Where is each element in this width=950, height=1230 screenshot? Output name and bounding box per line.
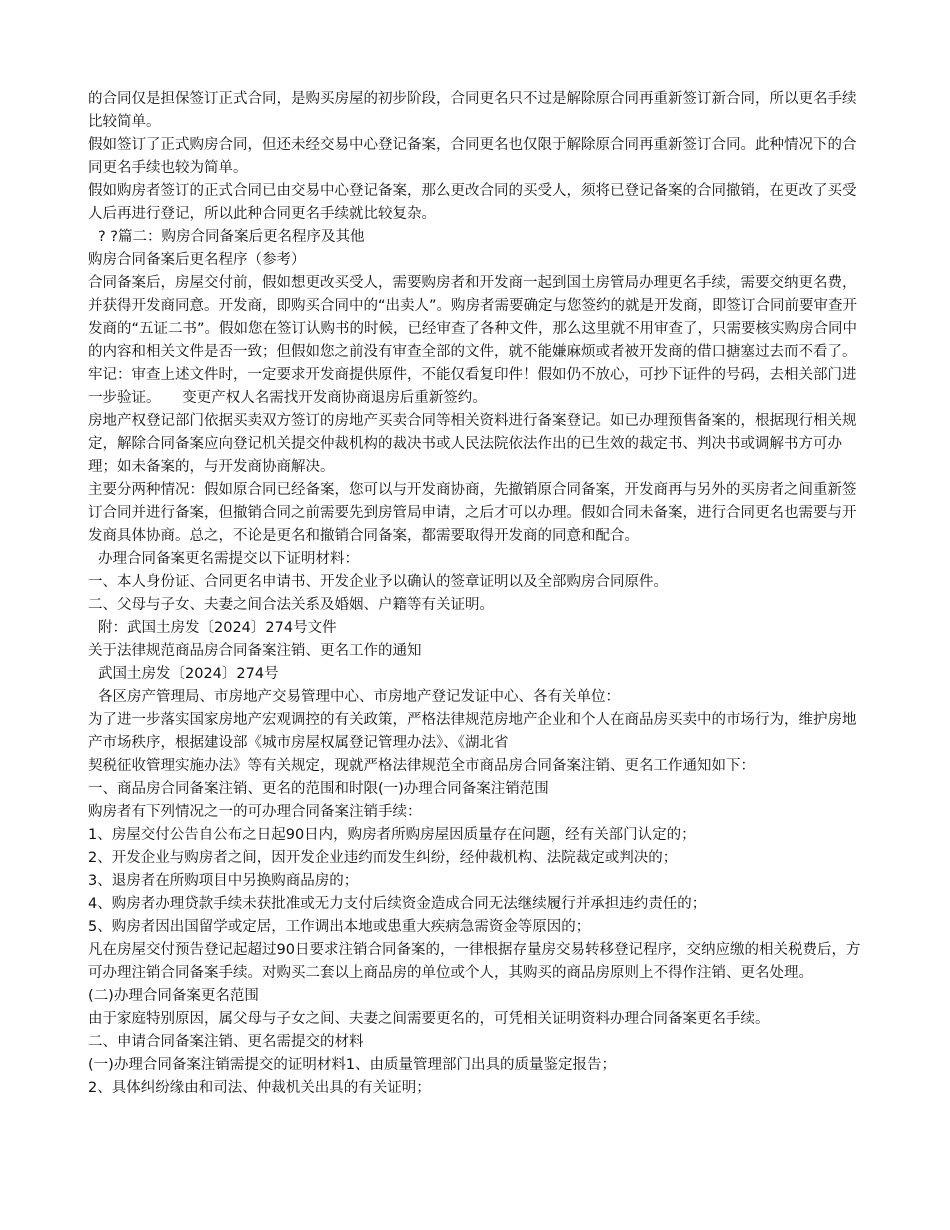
paragraph: 合同备案后，房屋交付前，假如想更改买受人，需要购房者和开发商一起到国土房管局办理更名手续，需要交纳更名费，并获得开发商同意。开发商，即购买合同中的“出卖人”。购房者需要确定与您签约的就是开发商，即签订合同前要审查开发商的“五证二书”。假如您在签订认购书的时候，已经审查了各种文件，那么这里就不用审查了，只需要核实购房合同中的内容和相关文件是否一致；但假如您之前没有审查全部的文件，就不能嫌麻烦或者被开发商的借口搪塞过去而不看了。 <box>88 275 858 360</box>
paragraph: 牢记：审查上述文件时，一定要求开发商提供原件，不能仅看复印件！假如仍不放心，可抄下证件的号码，去相关部门进一步验证。 变更产权人名需找开发商协商退房后重新签约。 <box>88 367 857 406</box>
document-number: 武国土房发〔2024〕274号 <box>98 666 279 682</box>
paragraph: 契税征收管理实施办法》等有关规定，现就严格法律规范全市商品房合同备案注销、更名工作通知如下： <box>88 758 755 774</box>
subheading: 购房合同备案后更名程序（参考） <box>88 252 306 268</box>
paragraph: 假如签订了正式购房合同，但还未经交易中心登记备案，合同更名也仅限于解除原合同再重新签订合同。此种情况下的合同更名手续也较为简单。 <box>88 137 857 176</box>
section-heading: 二、申请合同备案注销、更名需提交的材料 <box>88 1034 364 1050</box>
paragraph: 凡在房屋交付预告登记起超过90日要求注销合同备案的，一律根据存量房交易转移登记程序，交纳应缴的相关税费后，方可办理注销合同备案手续。对购买二套以上商品房的单位或个人，其购买的商品房原则上不得作注销、更名处理。 <box>88 942 861 981</box>
paragraph: 附：武国土房发〔2024〕274号文件 <box>98 620 337 636</box>
list-item: 4、购房者办理贷款手续未获批准或无力支付后续资金造成合同无法继续履行并承担违约责任的； <box>88 896 707 912</box>
list-item: 2、开发企业与购房者之间，因开发企业违约而发生纠纷，经仲裁机构、法院裁定或判决的； <box>88 850 678 866</box>
addressee: 各区房产管理局、市房地产交易管理中心、市房地产登记发证中心、各有关单位： <box>98 689 620 705</box>
section-heading: ? ?篇二：购房合同备案后更名程序及其他 <box>98 229 365 245</box>
list-item: 1、房屋交付公告自公布之日起90日内，购房者所购房屋因质量存在问题，经有关部门认定的； <box>88 827 696 843</box>
list-item: 3、退房者在所购项目中另换购商品房的； <box>88 873 359 889</box>
list-item: 5、购房者因出国留学或定居，工作调出本地或患重大疾病急需资金等原因的； <box>88 919 591 935</box>
list-item: 2、具体纠纷缘由和司法、仲裁机关出具的有关证明； <box>88 1080 431 1096</box>
paragraph: 的合同仅是担保签订正式合同，是购买房屋的初步阶段，合同更名只不过是解除原合同再重新签订新合同，所以更名手续比较简单。 <box>88 91 857 130</box>
list-item: 二、父母与子女、夫妻之间合法关系及婚姻、户籍等有关证明。 <box>88 597 494 613</box>
section-heading: 一、商品房合同备案注销、更名的范围和时限(一)办理合同备案注销范围 <box>88 781 549 797</box>
paragraph: 为了进一步落实国家房地产宏观调控的有关政策，严格法律规范房地产企业和个人在商品房买卖中的市场行为，维护房地产市场秩序，根据建设部《城市房屋权属登记管理办法》、《湖北省 <box>88 712 857 751</box>
paragraph: 房地产权登记部门依据买卖双方签订的房地产买卖合同等相关资料进行备案登记。如已办理预售备案的，根据现行相关规定，解除合同备案应向登记机关提交仲裁机构的裁决书或人民法院依法作出的已生效的裁定书、判决书或调解书方可办理；如未备案的，与开发商协商解决。 <box>88 413 857 475</box>
notice-title: 关于法律规范商品房合同备案注销、更名工作的通知 <box>88 643 422 659</box>
subheading: (二)办理合同备案更名范围 <box>88 988 259 1004</box>
list-item: (一)办理合同备案注销需提交的证明材料1、由质量管理部门出具的质量鉴定报告； <box>88 1057 617 1073</box>
paragraph: 由于家庭特别原因，属父母与子女之间、夫妻之间需要更名的，可凭相关证明资料办理合同备案更名手续。 <box>88 1011 770 1027</box>
paragraph: 主要分两种情况：假如原合同已经备案，您可以与开发商协商，先撤销原合同备案，开发商再与另外的买房者之间重新签订合同并进行备案，但撤销合同之前需要先到房管局申请，之后才可以办理。假如合同未备案，进行合同更名也需要与开发商具体协商。总之，不论是更名和撤销合同备案，都需要取得开发商的同意和配合。 <box>88 482 857 544</box>
paragraph: 办理合同备案更名需提交以下证明材料： <box>98 551 359 567</box>
list-item: 一、本人身份证、合同更名申请书、开发企业予以确认的签章证明以及全部购房合同原件。 <box>88 574 668 590</box>
paragraph: 购房者有下列情况之一的可办理合同备案注销手续： <box>88 804 422 820</box>
paragraph: 假如购房者签订的正式合同已由交易中心登记备案，那么更改合同的买受人，须将已登记备案的合同撤销，在更改了买受人后再进行登记，所以此种合同更名手续就比较复杂。 <box>88 183 857 222</box>
